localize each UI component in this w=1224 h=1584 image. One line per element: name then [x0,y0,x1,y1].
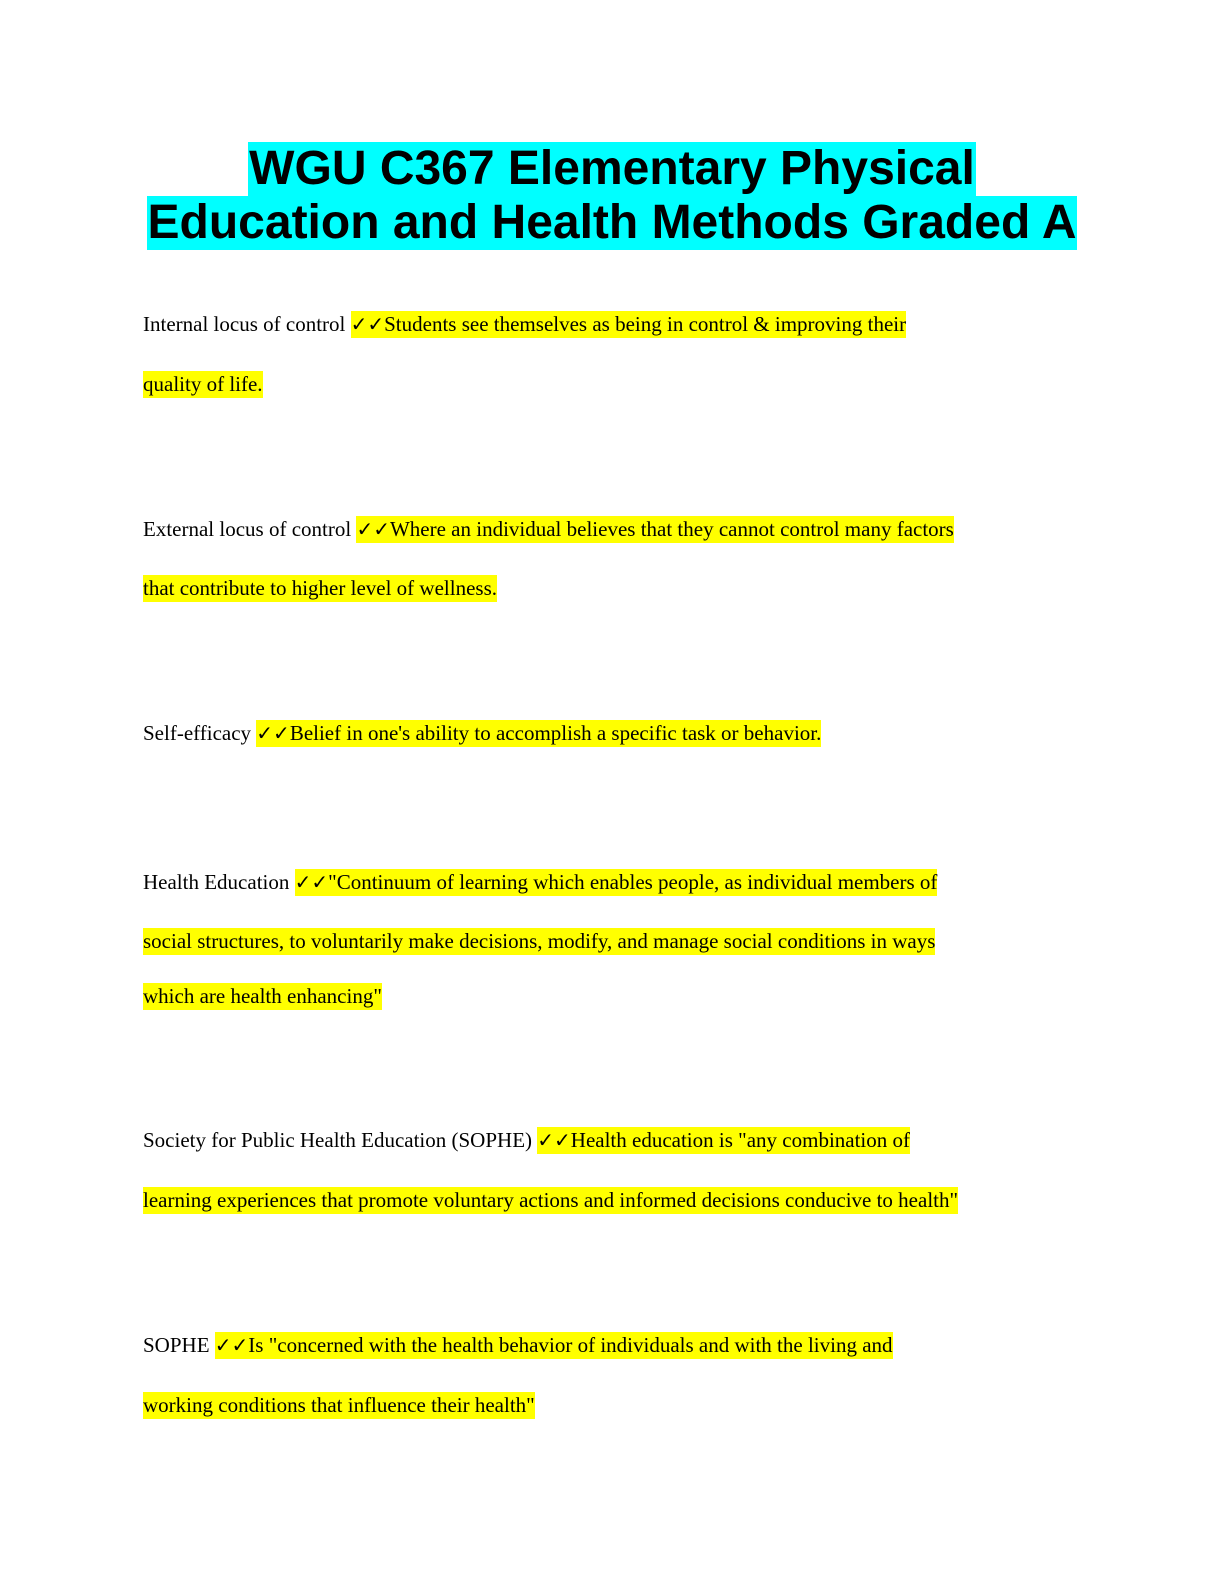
entry-answer: that contribute to higher level of wellness. [143,576,497,600]
entry-answer: quality of life. [143,372,263,396]
entry-line [143,927,935,955]
entry-term: Internal locus of control [143,312,351,336]
entry-answer: ✓✓Health education is "any combination of [537,1128,911,1152]
entry-term: Health Education [143,870,295,894]
entry-line [143,719,821,747]
entry-line [143,574,497,602]
entry-answer: ✓✓Belief in one's ability to accomplish a specific task or behavior. [256,721,822,745]
title-line-1: WGU C367 Elementary Physical [249,142,975,195]
title-line-2: Education and Health Methods Graded A [147,196,1077,249]
entry-line [143,370,263,398]
entry-answer: learning experiences that promote voluntary actions and informed decisions conducive to health" [143,1188,959,1212]
double-check-icon: ✓✓ [294,870,329,894]
double-check-icon: ✓✓ [256,721,290,745]
page-title [0,142,1224,250]
entry-line [143,868,937,896]
entry-answer: social structures, to voluntarily make decisions, modify, and manage social conditions in ways [143,929,936,953]
entry-line [143,515,954,543]
entry-term: Self-efficacy [143,721,257,745]
entry-term: External locus of control [143,517,357,541]
double-check-icon: ✓✓ [214,1333,249,1357]
entry-answer: ✓✓Students see themselves as being in control & improving their [350,312,907,336]
entry-answer: working conditions that influence their health" [143,1393,535,1417]
entry-answer: ✓✓Is "concerned with the health behavior of individuals and with the living and [214,1333,893,1357]
entry-term: SOPHE [143,1333,215,1357]
entry-answer: which are health enhancing" [143,984,382,1008]
entry-line [143,1126,910,1154]
double-check-icon: ✓✓ [356,517,390,541]
entry-line [143,982,382,1010]
entry-answer: ✓✓"Continuum of learning which enables people, as individual members of [294,870,938,894]
entry-answer: ✓✓Where an individual believes that they cannot control many factors [356,517,954,541]
double-check-icon: ✓✓ [350,312,385,336]
entry-line [143,1186,958,1214]
entry-line [143,1331,893,1359]
entry-term: Society for Public Health Education (SOPHE) [143,1128,538,1152]
entry-line [143,310,906,338]
double-check-icon: ✓✓ [537,1128,571,1152]
entry-line [143,1391,535,1419]
